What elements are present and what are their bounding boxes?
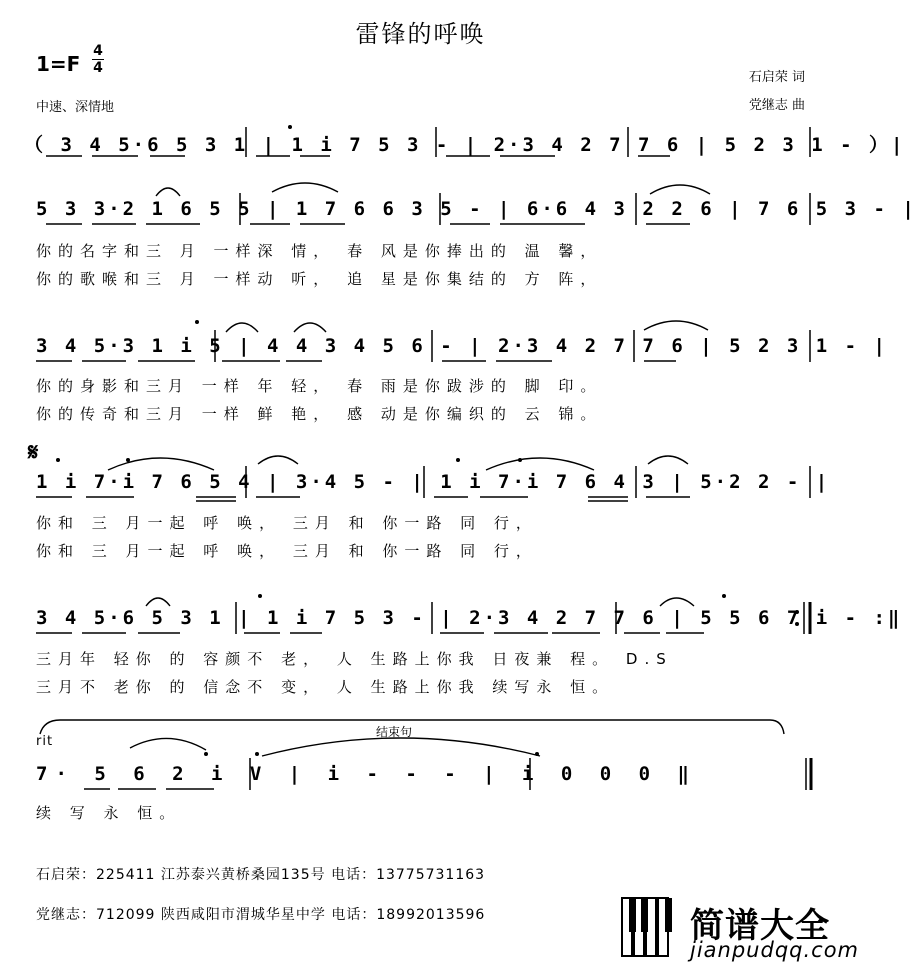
system-3-notes: 3 4 5·3 1 i 5 | 4 4 3 4 5 6 - | 2·3 4 2 7 7 6 | 5 2 3 1 - | (36, 335, 888, 357)
system-4-lyric-1: 你和 三 月一起 呼 唤， 三月 和 你一路 同 行， (36, 514, 538, 532)
system-6-notes: 7· 5 6 2 i V | i - - - | i 0 0 0 ‖ (36, 763, 697, 785)
composer-credit: 党继志 曲 (748, 98, 805, 113)
system-2-lyric-1: 你的名字和三 月 一样深 情， 春 风是你捧出的 温 馨， (36, 242, 603, 260)
system-2-notes: 5 3 3·2 1 6 5 5 | 1 7 6 6 3 5 - | 6·6 4 3 2 2 6 | 7 6 5 3 - | (36, 198, 917, 220)
tempo-marking: 中速、深情地 (36, 100, 115, 115)
system-4-notes: 1 i 7·i 7 6 5 4 | 3·4 5 - | 1 i 7·i 7 6 4 3 | 5·2 2 - | (36, 471, 831, 493)
song-title: 雷锋的呼唤 (355, 20, 486, 48)
time-signature-bottom: 4 (93, 60, 103, 76)
system-5-lyric-2: 三月不 老你 的 信念不 变， 人 生路上你我 续写永 恒。 (36, 678, 615, 696)
system-4-lyric-2: 你和 三 月一起 呼 唤， 三月 和 你一路 同 行， (36, 542, 538, 560)
system-5-notes: 3 4 5·6 5 3 1 | 1 i 7 5 3 - | 2·3 4 2 7 7 6 | 5 5 6 7 i - :‖ (36, 607, 903, 629)
system-3-lyric-1: 你的身影和三月 一样 年 轻， 春 雨是你跋涉的 脚 印。 (36, 377, 603, 395)
time-signature (92, 44, 104, 75)
rit-marking: rit (36, 734, 54, 749)
contact-composer: 党继志：712099 陕西咸阳市渭城华星中学 电话：18992013596 (36, 907, 486, 923)
key-signature: 1=F (36, 52, 81, 76)
system-6-lyric-1: 续 写 永 恒。 (36, 804, 182, 822)
system-5-lyric-1: 三月年 轻你 的 容颜不 老， 人 生路上你我 日夜兼 程。 D.S (36, 650, 673, 668)
system-1-notes: （ 3 4 5·6 5 3 1 | 1 i 7 5 3 - | 2·3 4 2 7 7 6 | 5 2 3 1 - ）| (24, 134, 906, 156)
system-2-lyric-2: 你的歌喉和三 月 一样动 听， 追 星是你集结的 方 阵， (36, 270, 603, 288)
segno-sign: 𝄋 (28, 438, 39, 466)
piano-keys-icon (620, 896, 680, 958)
ending-label: 结束句 (376, 725, 413, 739)
system-3-lyric-2: 你的传奇和三月 一样 鲜 艳， 感 动是你编织的 云 锦。 (36, 405, 603, 423)
logo-url: jianpudqq.com (690, 938, 860, 962)
contact-lyricist: 石启荣：225411 江苏泰兴黄桥桑园135号 电话：13775731163 (36, 867, 486, 883)
lyricist-credit: 石启荣 词 (748, 70, 805, 85)
logo-text: 简谱大全 (690, 906, 830, 946)
time-signature-top: 4 (93, 43, 103, 59)
